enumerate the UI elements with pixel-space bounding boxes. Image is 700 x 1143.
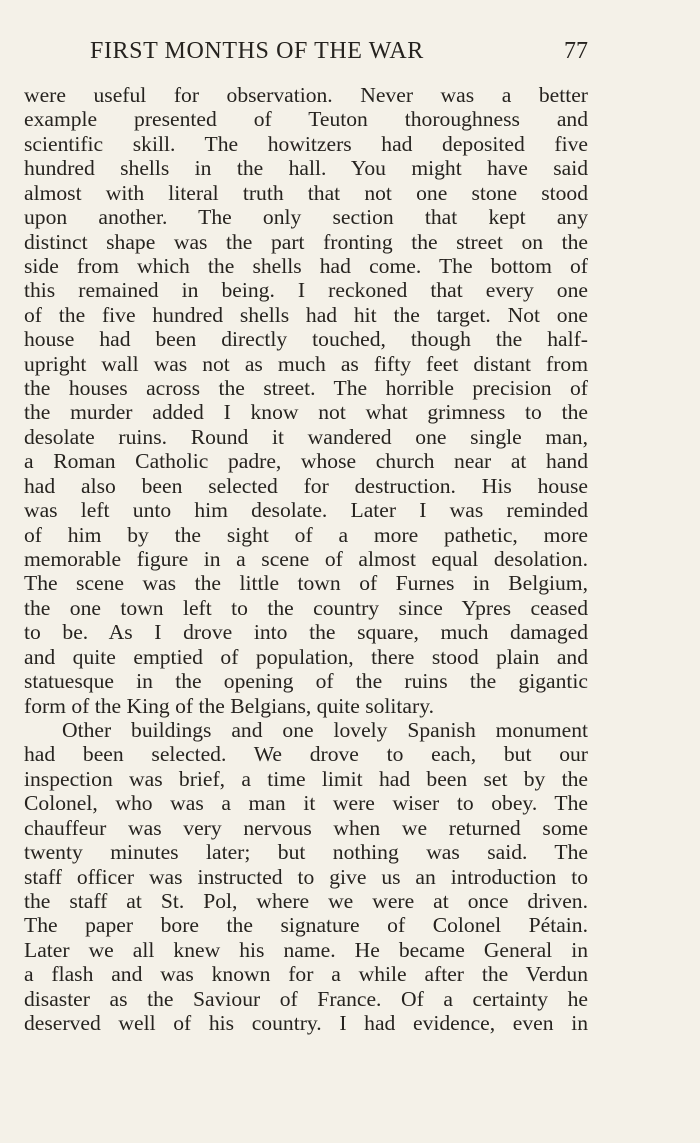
text-line: deserved well of his country. I had evidence, even in [24, 1011, 588, 1036]
text-line: house had been directly touched, though the half- [24, 327, 588, 352]
text-line: the houses across the street. The horrible precision of [24, 376, 588, 401]
text-line: to be. As I drove into the square, much damaged [24, 620, 588, 645]
text-line: Colonel, who was a man it were wiser to obey. The [24, 791, 588, 816]
text-line: of the five hundred shells had hit the target. Not one [24, 302, 588, 327]
text-line: the staff at St. Pol, where we were at once driven. [24, 888, 588, 913]
page-number: 77 [564, 38, 588, 64]
text-line: were useful for observation. Never was a better [24, 83, 588, 107]
text-line: disaster as the Saviour of France. Of a certainty he [24, 986, 588, 1011]
text-line: a flash and was known for a while after the Verdun [24, 962, 588, 987]
text-line: of him by the sight of a more pathetic, more [24, 522, 588, 547]
text-line: was left unto him desolate. Later I was reminded [24, 498, 588, 523]
paragraph [24, 718, 588, 1035]
running-head [24, 38, 588, 68]
text-line: memorable figure in a scene of almost equal desolation. [24, 547, 588, 572]
text-line: The scene was the little town of Furnes in Belgium, [24, 571, 588, 596]
body-text [24, 83, 588, 1035]
text-line: upon another. The only section that kept any [24, 205, 588, 230]
text-line: side from which the shells had come. The bottom of [24, 253, 588, 278]
text-line: inspection was brief, a time limit had been set by the [24, 766, 588, 791]
text-line: had been selected. We drove to each, but our [24, 742, 588, 767]
text-line: hundred shells in the hall. You might have said [24, 156, 588, 181]
text-line: twenty minutes later; but nothing was said. The [24, 840, 588, 865]
text-line: distinct shape was the part fronting the street on the [24, 229, 588, 254]
text-line: The paper bore the signature of Colonel Pétain. [24, 913, 588, 938]
text-line: the murder added I know not what grimness to the [24, 400, 588, 425]
text-line: desolate ruins. Round it wandered one single man, [24, 424, 588, 449]
text-line: Later we all knew his name. He became General in [24, 937, 588, 962]
text-line: almost with literal truth that not one stone stood [24, 180, 588, 205]
text-line: this remained in being. I reckoned that every one [24, 278, 588, 303]
text-line: a Roman Catholic padre, whose church near at hand [24, 449, 588, 474]
text-line: upright wall was not as much as fifty feet distant from [24, 351, 588, 376]
text-line: staff officer was instructed to give us an introduction to [24, 864, 588, 889]
running-title: FIRST MONTHS OF THE WAR [90, 38, 424, 64]
text-line: scientific skill. The howitzers had deposited five [24, 131, 588, 156]
text-line: chauffeur was very nervous when we returned some [24, 815, 588, 840]
text-line: statuesque in the opening of the ruins the gigantic [24, 669, 588, 694]
text-line: had also been selected for destruction. His house [24, 473, 588, 498]
text-line: example presented of Teuton thoroughness and [24, 107, 588, 132]
text-line: Other buildings and one lovely Spanish monument [62, 717, 588, 742]
text-line: and quite emptied of population, there stood plain and [24, 644, 588, 669]
paragraph [24, 83, 588, 718]
text-line: the one town left to the country since Ypres ceased [24, 595, 588, 620]
text-line: form of the King of the Belgians, quite solitary. [24, 693, 434, 718]
